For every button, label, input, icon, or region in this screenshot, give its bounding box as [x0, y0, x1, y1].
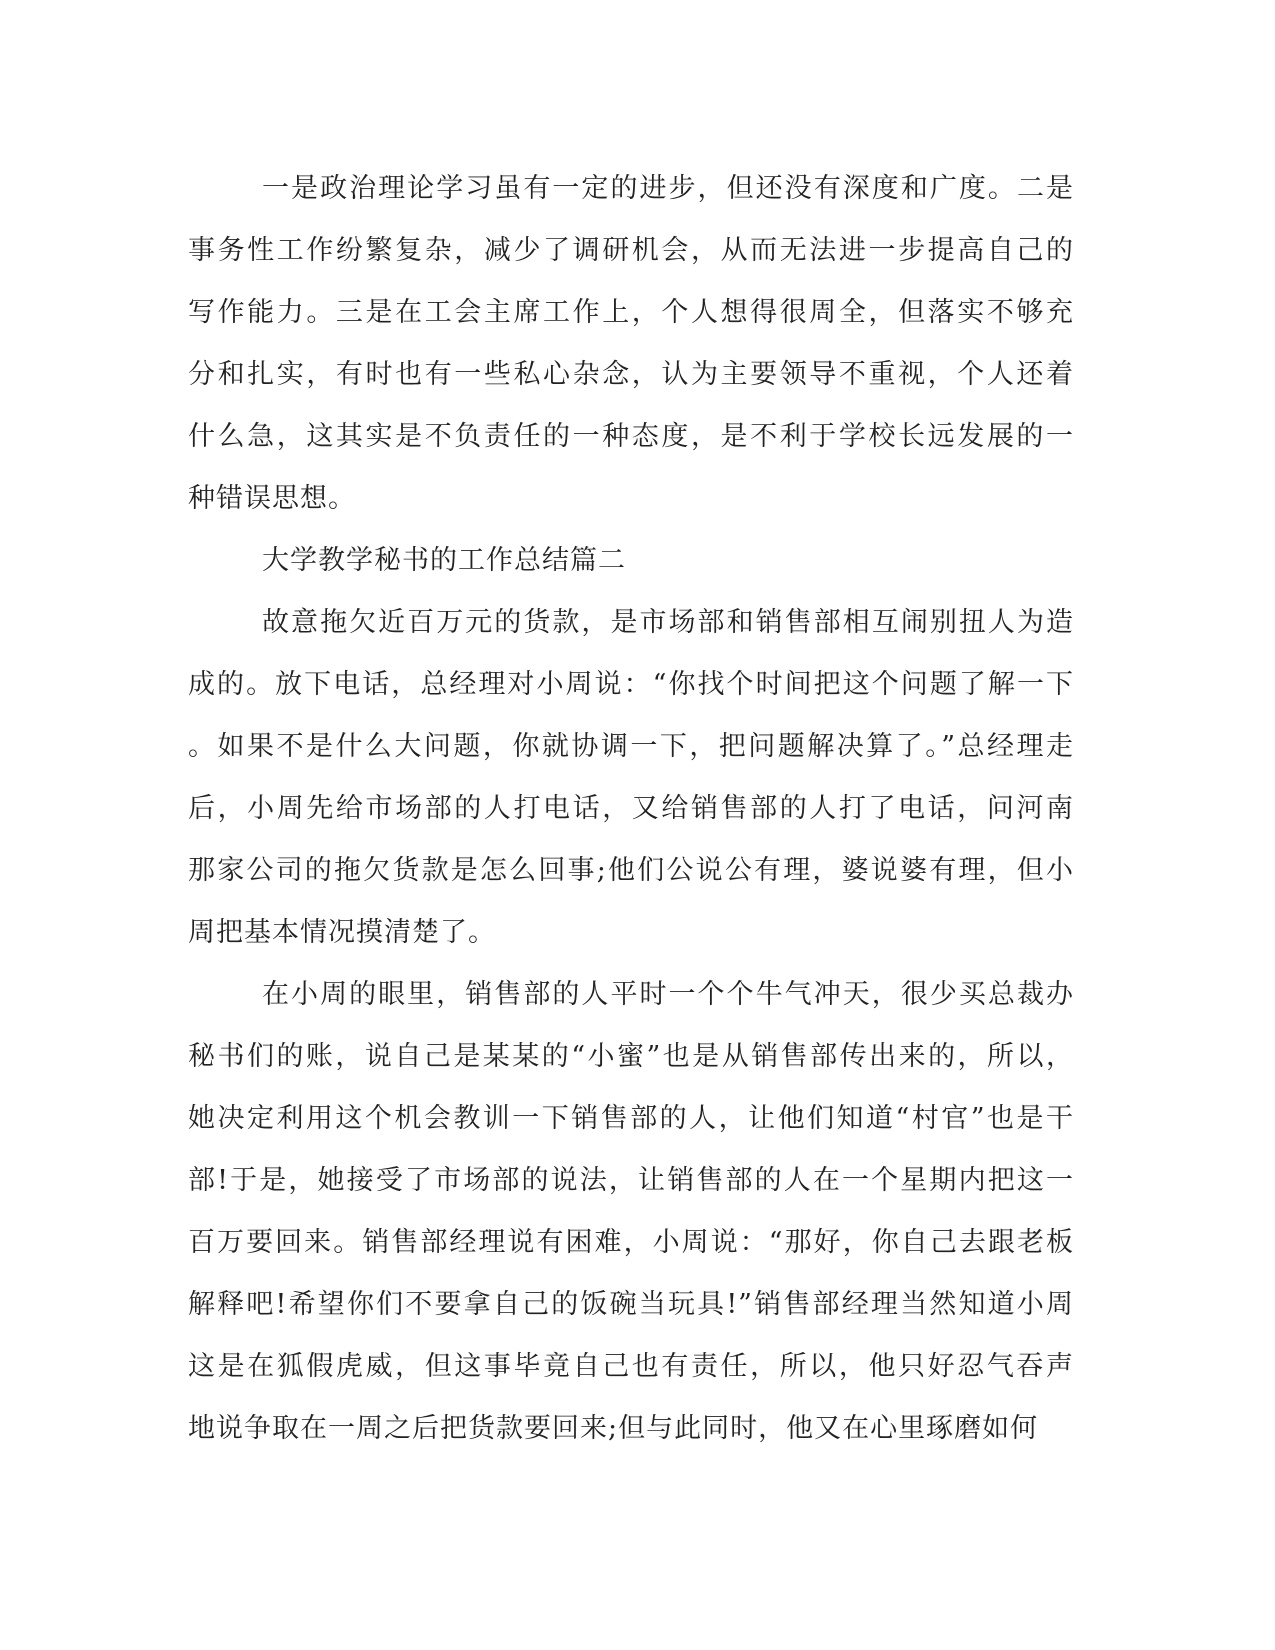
- text-line: 周把基本情况摸清楚了。: [188, 917, 496, 948]
- text-line: 什么急，这其实是不负责任的一种态度，是不利于学校长远发展的一: [188, 421, 1074, 452]
- text-line: 部!于是，她接受了市场部的说法，让销售部的人在一个星期内把这一: [188, 1165, 1074, 1196]
- text-line: 在小周的眼里，销售部的人平时一个个牛气冲天，很少买总裁办: [262, 979, 1074, 1010]
- text-line: 秘书们的账，说自己是某某的“小蜜”也是从销售部传出来的，所以，: [188, 1041, 1074, 1072]
- text-line: 一是政治理论学习虽有一定的进步，但还没有深度和广度。二是: [262, 173, 1074, 204]
- text-line: 后，小周先给市场部的人打电话，又给销售部的人打了电话，问河南: [188, 793, 1074, 824]
- document-body: [188, 158, 1074, 1460]
- paragraph: [188, 964, 1074, 1460]
- text-line: 故意拖欠近百万元的货款，是市场部和销售部相互闹别扭人为造: [262, 607, 1074, 638]
- text-line: 解释吧!希望你们不要拿自己的饭碗当玩具!”销售部经理当然知道小周: [188, 1289, 1074, 1320]
- text-line: 百万要回来。销售部经理说有困难，小周说：“那好，你自己去跟老板: [188, 1227, 1074, 1258]
- text-line: 那家公司的拖欠货款是怎么回事;他们公说公有理，婆说婆有理，但小: [188, 855, 1074, 886]
- text-line: 她决定利用这个机会教训一下销售部的人，让他们知道“村官”也是干: [188, 1103, 1074, 1134]
- paragraph: [188, 158, 1074, 530]
- text-line: 地说争取在一周之后把货款要回来;但与此同时，他又在心里琢磨如何: [188, 1413, 1039, 1444]
- text-line: 写作能力。三是在工会主席工作上，个人想得很周全，但落实不够充: [188, 297, 1074, 328]
- heading-text: 大学教学秘书的工作总结篇二: [262, 545, 626, 576]
- section-heading: [188, 530, 1074, 592]
- text-line: 分和扎实，有时也有一些私心杂念，认为主要领导不重视，个人还着: [188, 359, 1074, 390]
- text-line: 事务性工作纷繁复杂，减少了调研机会，从而无法进一步提高自己的: [188, 235, 1074, 266]
- paragraph: [188, 592, 1074, 964]
- text-line: 。如果不是什么大问题，你就协调一下，把问题解决算了。”总经理走: [188, 731, 1074, 762]
- text-line: 成的。放下电话，总经理对小周说：“你找个时间把这个问题了解一下: [188, 669, 1074, 700]
- text-line: 种错误思想。: [188, 483, 356, 514]
- text-line: 这是在狐假虎威，但这事毕竟自己也有责任，所以，他只好忍气吞声: [188, 1351, 1074, 1382]
